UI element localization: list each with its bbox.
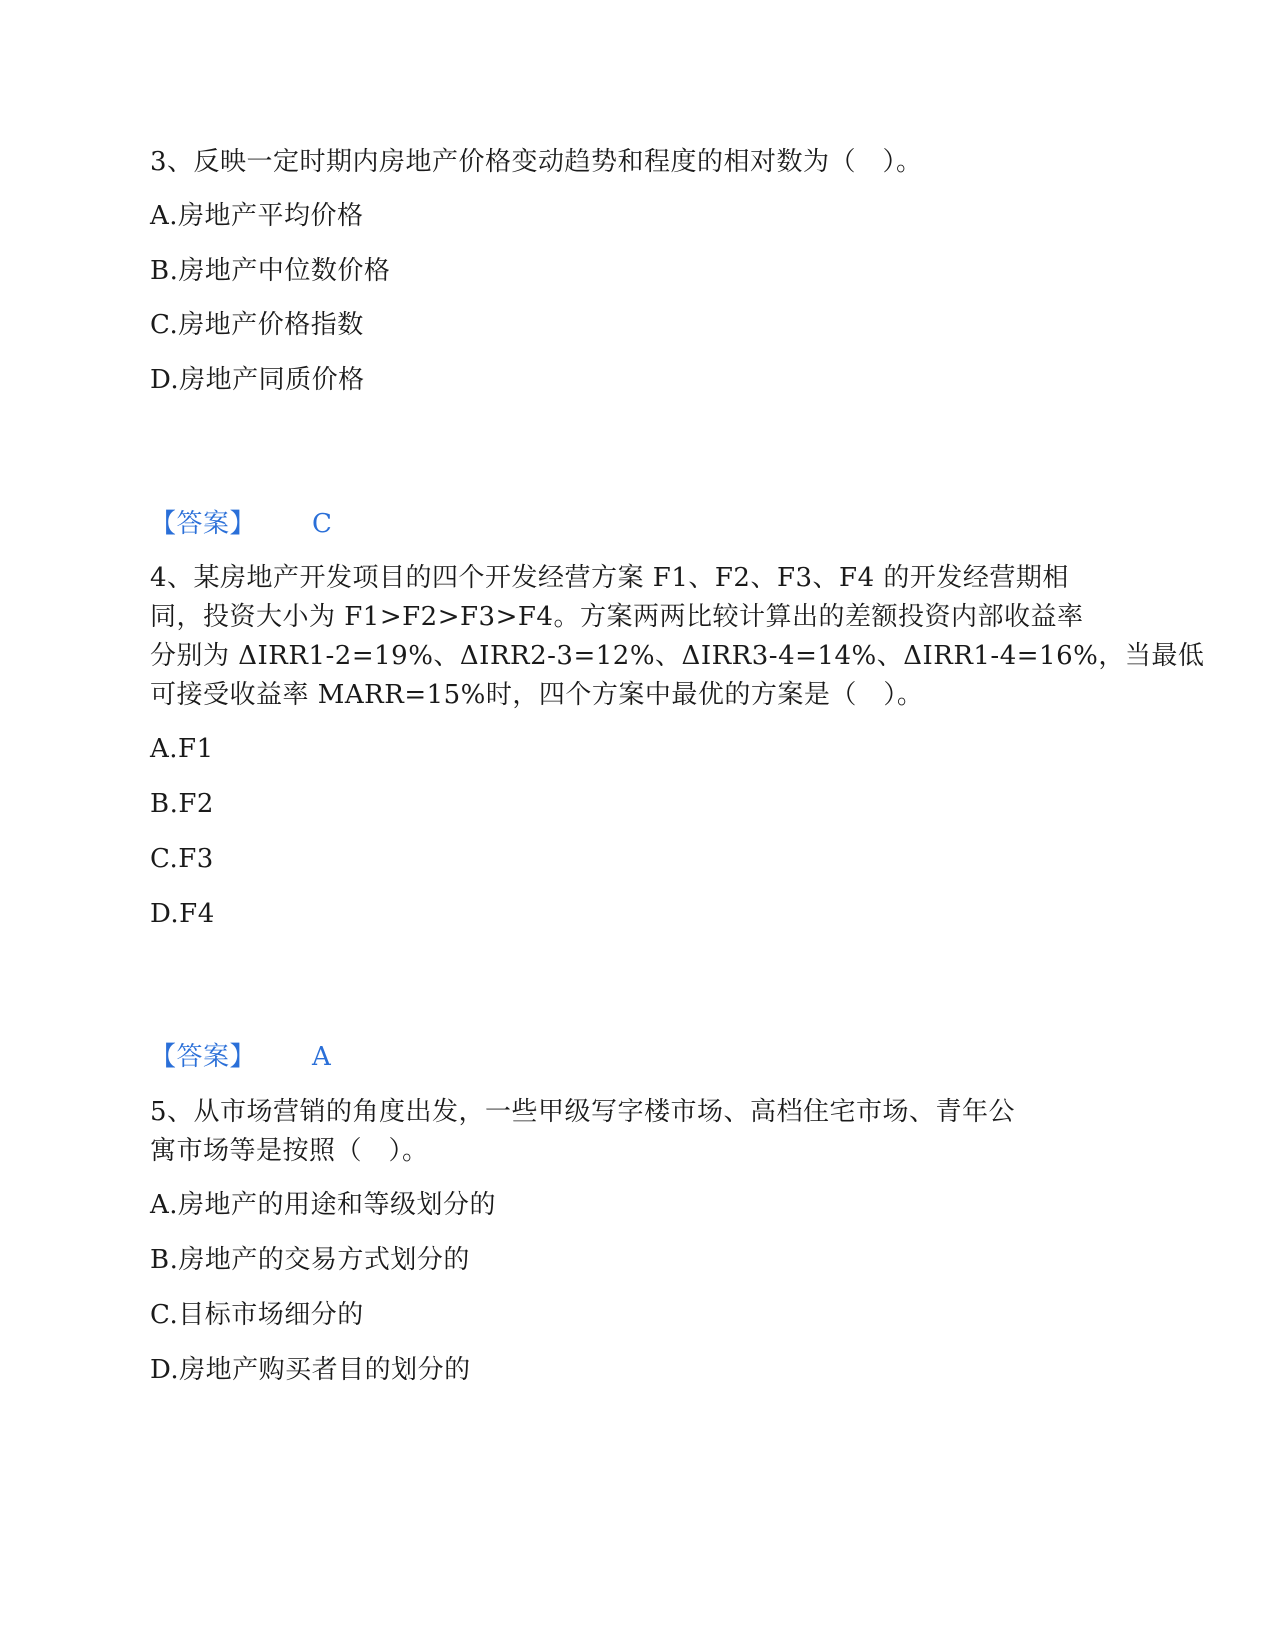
question-4-stem-line-3: 分别为 ΔIRR1-2=19%、ΔIRR2-3=12%、ΔIRR3-4=14%、ΔIRR1-4=16%，当最低 [150, 641, 1205, 671]
question-4-stem-line-2: 同，投资大小为 F1>F2>F3>F4。方案两两比较计算出的差额投资内部收益率 [150, 602, 1084, 632]
question-3-stem: 3、反映一定时期内房地产价格变动趋势和程度的相对数为（ ）。 [150, 147, 923, 177]
question-3-option-b: B.房地产中位数价格 [150, 256, 391, 286]
question-5-option-a: A.房地产的用途和等级划分的 [150, 1190, 497, 1220]
question-3-answer [150, 504, 332, 544]
question-4-answer [150, 1037, 331, 1077]
question-4-stem-line-4: 可接受收益率 MARR=15%时，四个方案中最优的方案是（ ）。 [150, 680, 924, 710]
question-3-option-d: D.房地产同质价格 [150, 365, 365, 395]
answer-label: 【答案】 [150, 1042, 257, 1072]
question-5-stem-line-2: 寓市场等是按照（ ）。 [150, 1136, 429, 1166]
question-4-stem-line-1: 4、某房地产开发项目的四个开发经营方案 F1、F2、F3、F4 的开发经营期相 [150, 563, 1069, 593]
question-5-option-c: C.目标市场细分的 [150, 1300, 364, 1330]
question-5-option-b: B.房地产的交易方式划分的 [150, 1245, 470, 1275]
question-4-option-d: D.F4 [150, 899, 215, 929]
question-4-option-c: C.F3 [150, 844, 214, 874]
question-4-option-b: B.F2 [150, 789, 214, 819]
answer-value: A [312, 1042, 332, 1072]
question-5-stem-line-1: 5、从市场营销的角度出发，一些甲级写字楼市场、高档住宅市场、青年公 [150, 1097, 1016, 1127]
answer-label: 【答案】 [150, 509, 257, 539]
answer-value: C [312, 509, 333, 539]
question-5-option-d: D.房地产购买者目的划分的 [150, 1355, 471, 1385]
question-4-option-a: A.F1 [150, 734, 214, 764]
question-3-option-c: C.房地产价格指数 [150, 310, 364, 340]
question-3-option-a: A.房地产平均价格 [150, 201, 364, 231]
